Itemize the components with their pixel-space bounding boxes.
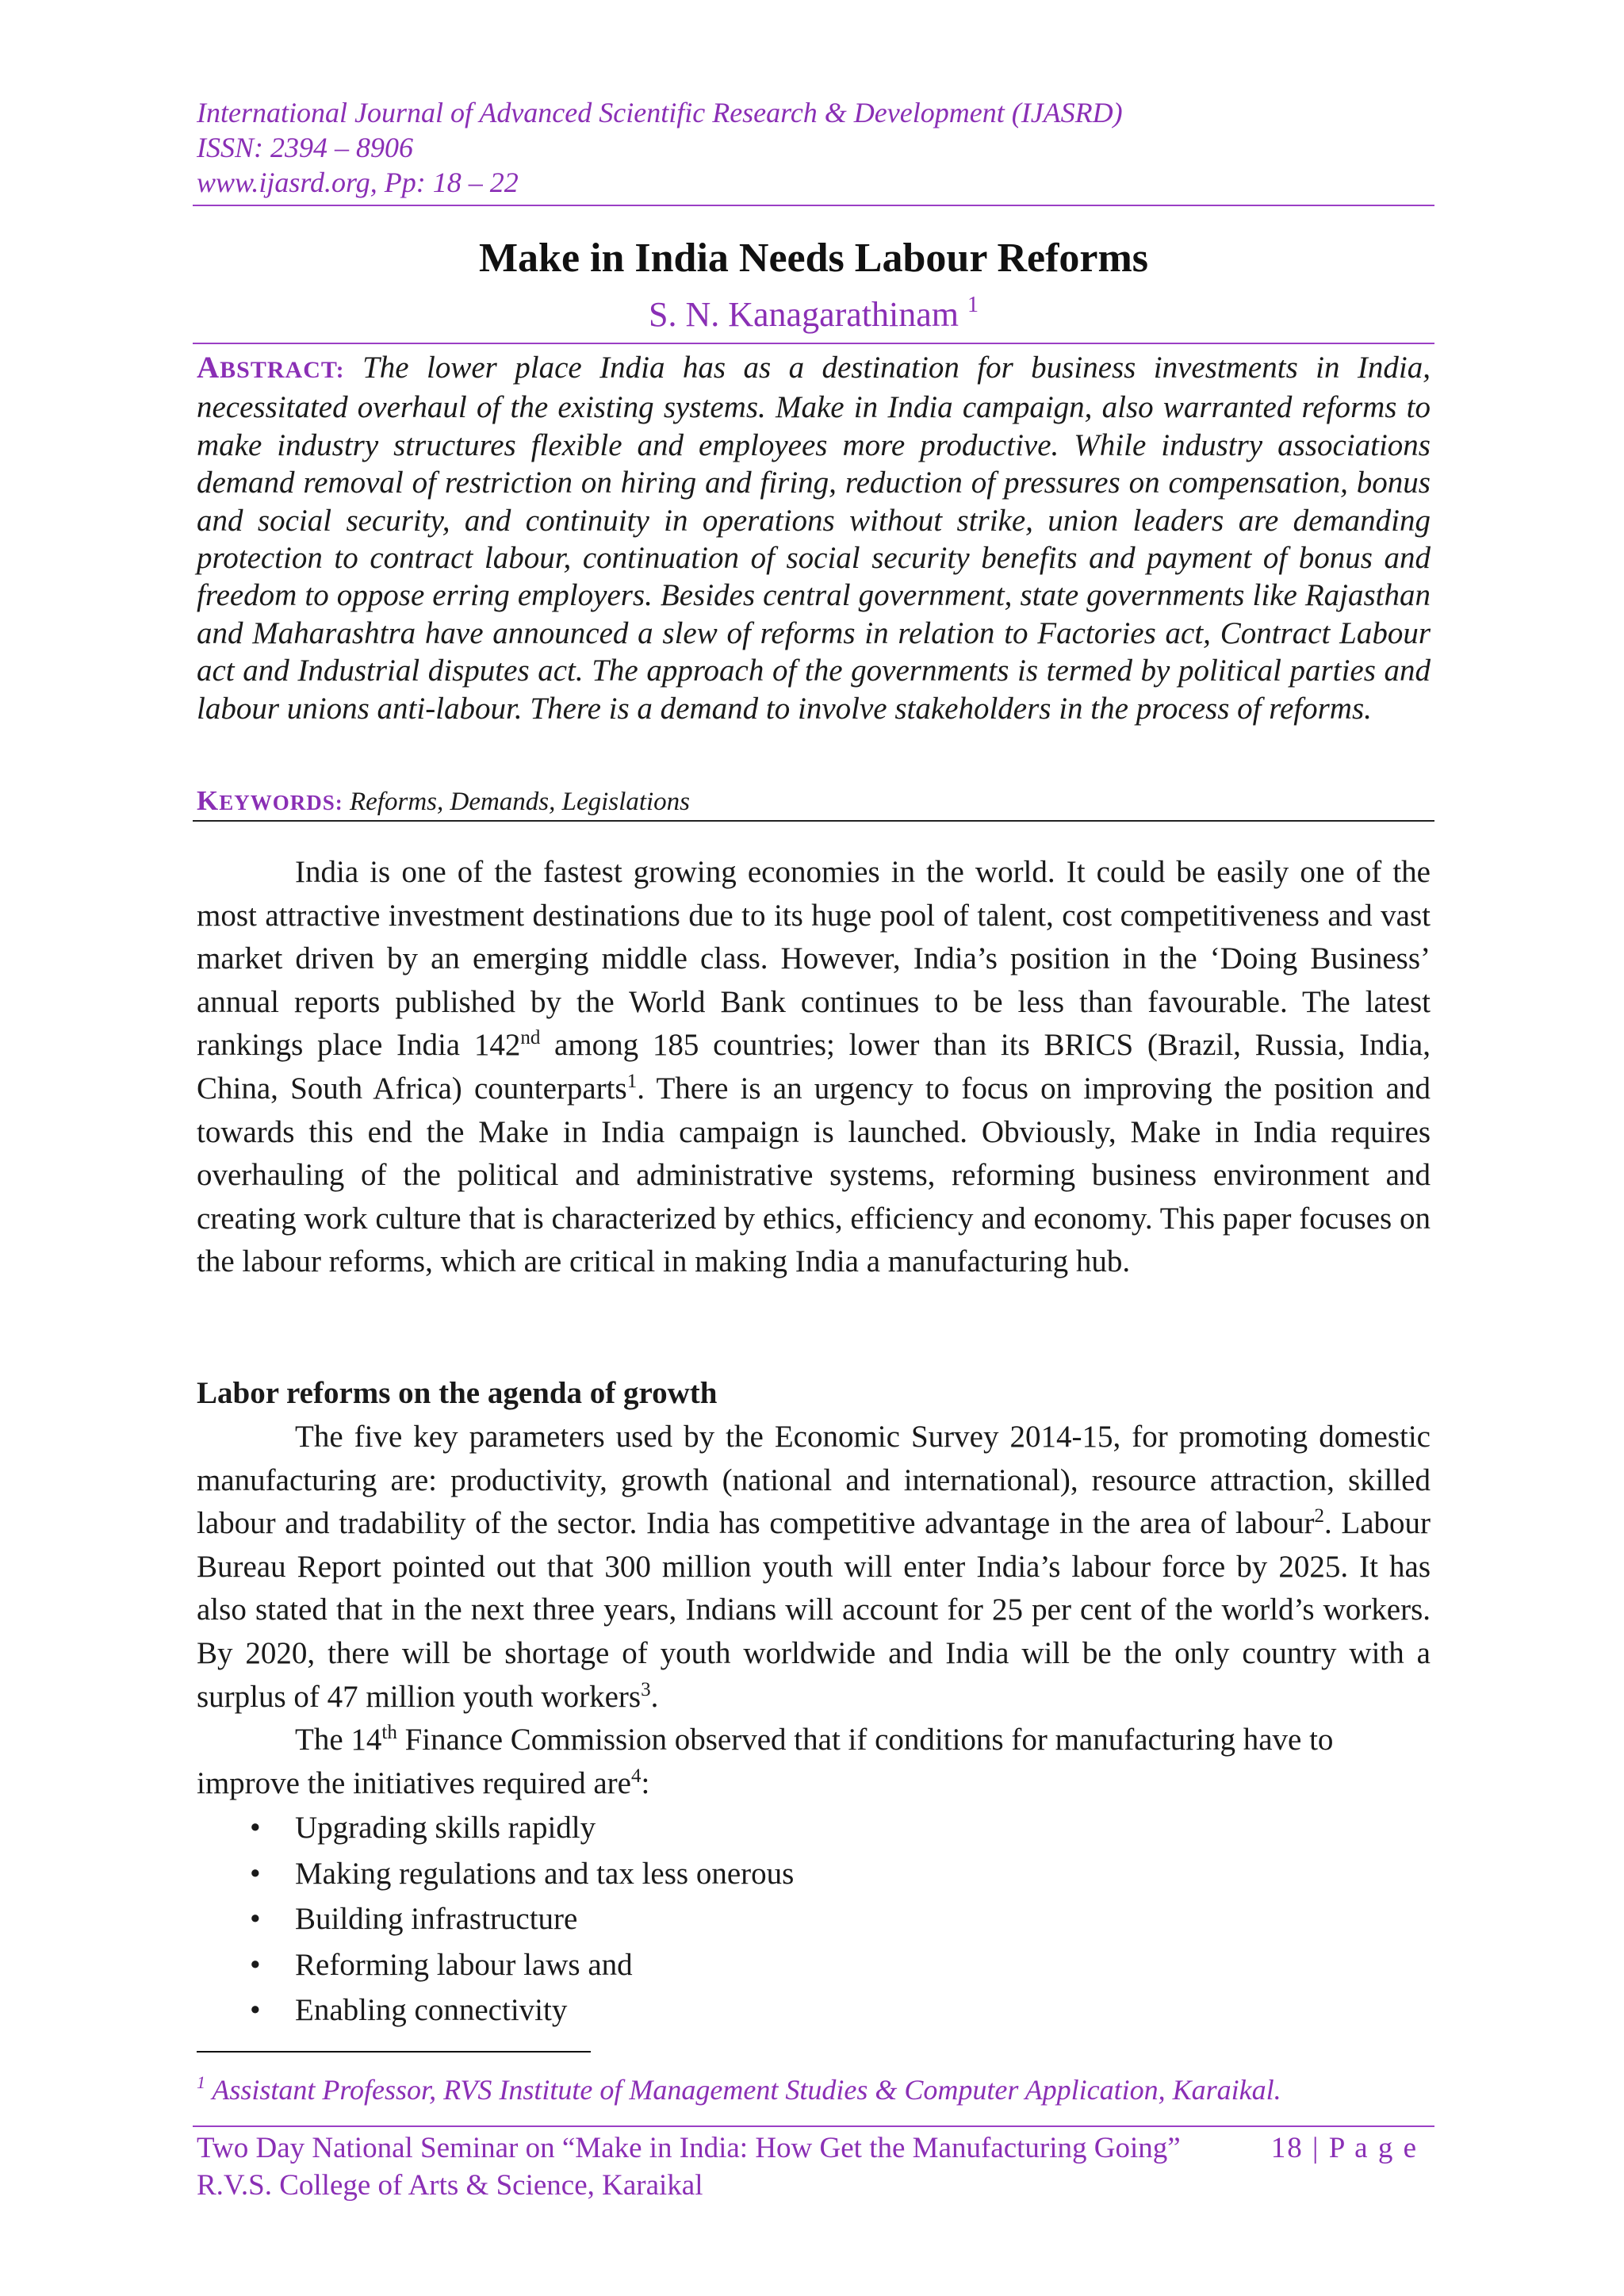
abstract-text: The lower place India has as a destination for business investments in India, necessitated overhaul of the existing systems. Make in India campaign, also warranted reforms to make industry structures flexible and employees more productive. While industry associations demand removal of restriction on hiring and firing, reduction of pressures on compensation, bonus and social security, and continuity in operations without strike, union leaders are demanding protection to contract labour, continuation of social security benefits and payment of bonus and freedom to oppose erring employers. Besides central government, state governments like Rajasthan and Maharashtra have announced a slew of reforms in relation to Factories act, Contract Labour act and Industrial disputes act. The approach of the governments is termed by political parties and labour unions anti-labour. There is a demand to involve stakeholders in the process of reforms. (197, 351, 1431, 726)
bullet-icon: • (250, 1947, 261, 1982)
paper-title: Make in India Needs Labour Reforms (478, 236, 1149, 281)
author-name: S. N. Kanagarathinam (649, 295, 959, 334)
keywords-label: KEYWORDS: (197, 785, 343, 816)
footnote (197, 2064, 1281, 2109)
footer-college: R.V.S. College of Arts & Science, Karaikal (197, 2169, 703, 2202)
bullet-icon: • (250, 1902, 261, 1936)
abstract-label: ABSTRACT: (197, 351, 345, 385)
abstract (197, 349, 1431, 727)
footnote-rule (197, 2051, 591, 2053)
list-item: • Upgrading skills rapidly (197, 1805, 794, 1851)
journal-site: www.ijasrd.org, Pp: 18 – 22 (197, 167, 519, 198)
list-item: • Making regulations and tax less onerous (197, 1851, 794, 1897)
bullet-icon: • (250, 1993, 261, 2027)
footnote-marker: 1 (197, 2072, 205, 2092)
footer-seminar: Two Day National Seminar on “Make in India: How Get the Manufacturing Going” (197, 2132, 1181, 2164)
section-body (197, 1416, 1431, 1805)
keywords-rule (193, 820, 1434, 822)
author-line (193, 284, 1434, 336)
list-item: • Building infrastructure (197, 1896, 794, 1942)
initiatives-list (197, 1805, 794, 2033)
keywords (197, 784, 690, 820)
intro-paragraph: India is one of the fastest growing economies in the world. It could be easily one of the most attractive investment destinations due to its huge pool of talent, cost competitiveness and vast market driven by an emerging middle class. However, India’s position in the ‘Doing Business’ annual reports published by the World Bank continues to be less than favourable. The latest rankings place India 142nd among 185 countries; lower than its BRICS (Brazil, Russia, India, China, South Africa) counterparts$^1$. There is an urgency to focus on improving the position and towards this end the Make in India campaign is launched. Obviously, Make in India requires overhauling of the political and administrative systems, reforming business environment and creating work culture that is characterized by ethics, efficiency and economy. This paper focuses on the labour reforms, which are critical in making India a manufacturing hub. (197, 855, 1431, 1279)
journal-issn: ISSN: 2394 – 8906 (197, 132, 413, 163)
abstract-top-rule (193, 343, 1434, 344)
keywords-text: Reforms, Demands, Legislations (350, 788, 690, 816)
footer-rule (193, 2125, 1434, 2127)
section-heading: Labor reforms on the agenda of growth (197, 1376, 718, 1410)
header-rule (193, 205, 1434, 206)
bullet-icon: • (250, 1811, 261, 1845)
page-number: 18 | P a g e (1270, 2132, 1418, 2164)
journal-name: International Journal of Advanced Scientific Research & Development (IJASRD) (197, 97, 1123, 128)
bullet-icon: • (250, 1856, 261, 1891)
list-item: • Reforming labour laws and (197, 1942, 794, 1988)
list-item: • Enabling connectivity (197, 1987, 794, 2033)
journal-header (197, 95, 1434, 200)
section-paragraph-1: The five key parameters used by the Economic Survey 2014-15, for promoting domestic manufacturing are: productivity, growth (national and international), resource attraction, skilled labour and tradability of the sector. India has competitive advantage in the area of labour$^2$. Labour Bureau Report pointed out that 300 million youth will enter India’s labour force by 2025. It has also stated that in the next three years, Indians will account for 25 per cent of the world’s workers. By 2020, there will be shortage of youth worldwide and India will be the only country with a surplus of 47 million youth workers$^3$. (197, 1420, 1431, 1714)
page-footer (197, 2129, 1418, 2204)
section-paragraph-2: The 14th Finance Commission observed that if conditions for manufacturing have to improve the initiatives required are$^4$: (197, 1722, 1334, 1800)
footnote-text: Assistant Professor, RVS Institute of Management Studies & Computer Application, Karaikal. (212, 2074, 1281, 2106)
author-marker: 1 (967, 293, 979, 317)
